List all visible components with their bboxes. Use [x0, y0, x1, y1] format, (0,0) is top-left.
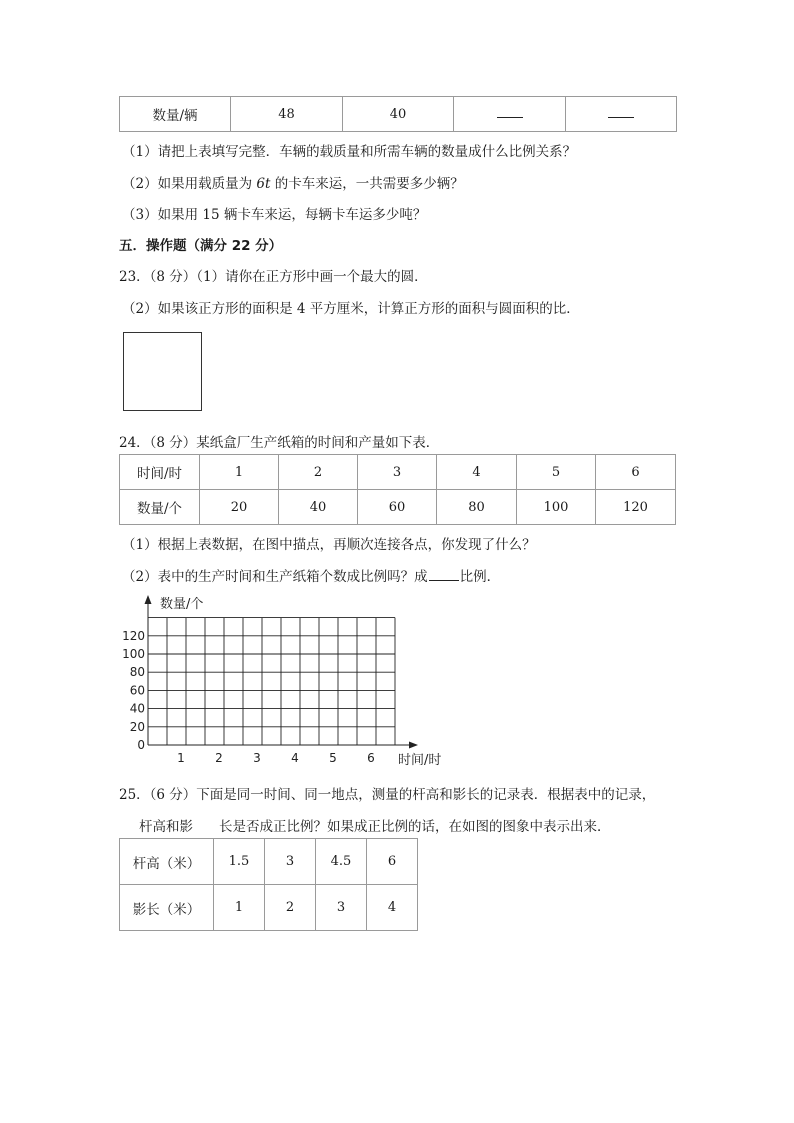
q22-part2-text: 的卡车来运，一共需要多少辆？ [270, 176, 464, 192]
y-tick-label: 120 [122, 628, 145, 643]
answer-blank[interactable] [608, 107, 634, 118]
table-cell: 4 [437, 455, 517, 490]
vehicle-table [119, 96, 677, 132]
y-tick-label: 100 [122, 647, 145, 661]
section-heading: 五．操作题（满分 22 分） [119, 238, 283, 254]
y-tick-label: 0 [137, 738, 145, 752]
y-axis-label: 数量/个 [160, 597, 204, 612]
q24-part2-text: （2）表中的生产时间和生产纸箱个数成比例吗？成 [122, 569, 428, 585]
y-tick-label: 40 [129, 701, 145, 716]
q22-variable: 6t [256, 176, 271, 192]
shadow-length-label: 影长（米） [120, 885, 214, 931]
square-drawing-area[interactable] [123, 332, 202, 411]
blank-cell [566, 97, 677, 132]
pole-shadow-table [119, 838, 418, 931]
answer-blank[interactable] [429, 568, 459, 581]
table-cell: 120 [596, 490, 676, 525]
q22-part1: （1）请把上表填写完整．车辆的载质量和所需车辆的数量成什么比例关系？ [122, 144, 577, 160]
q25-line2 [139, 815, 611, 835]
production-table [119, 454, 676, 525]
q22-part2-text: （2）如果用载质量为 [122, 176, 257, 192]
x-tick-label: 4 [291, 751, 299, 765]
time-row-label: 时间/时 [120, 455, 200, 490]
table-cell: 5 [517, 455, 596, 490]
table-cell: 4 [367, 885, 418, 931]
table-cell: 4.5 [316, 839, 367, 885]
y-tick-label: 20 [129, 719, 145, 734]
table-cell: 1 [214, 885, 265, 931]
q24-intro: 24．（8 分）某纸盒厂生产纸箱的时间和产量如下表． [119, 435, 440, 451]
q25-line2-text: 长是否成正比例？如果成正比例的话，在如图的图象中表示出来． [219, 819, 611, 835]
table-cell: 40 [279, 490, 358, 525]
y-tick-label: 80 [129, 665, 145, 680]
table-cell: 100 [517, 490, 596, 525]
table-cell: 3 [316, 885, 367, 931]
x-tick-label: 1 [177, 751, 185, 765]
vehicle-count-label: 数量/辆 [120, 97, 231, 132]
x-tick-label: 5 [329, 751, 337, 765]
q25-line1: 25．（6 分）下面是同一时间、同一地点，测量的杆高和影长的记录表．根据表中的记录， [119, 787, 656, 803]
pole-height-label: 杆高（米） [120, 839, 214, 885]
x-tick-label: 2 [215, 751, 223, 765]
table-cell: 3 [358, 455, 437, 490]
blank-cell [454, 97, 566, 132]
production-grid-chart[interactable] [110, 592, 450, 772]
q22-part3: （3）如果用 15 辆卡车来运，每辆卡车运多少吨？ [122, 207, 427, 223]
table-cell: 2 [279, 455, 358, 490]
answer-blank[interactable] [497, 107, 523, 118]
y-tick-label: 60 [129, 683, 145, 698]
x-axis-label: 时间/时 [398, 753, 442, 768]
x-tick-label: 6 [367, 751, 375, 765]
table-cell: 40 [343, 97, 454, 132]
x-axis-arrow [409, 742, 418, 749]
table-cell: 80 [437, 490, 517, 525]
quantity-row-label: 数量/个 [120, 490, 200, 525]
table-cell: 6 [367, 839, 418, 885]
table-cell: 48 [231, 97, 343, 132]
table-cell: 2 [265, 885, 316, 931]
q24-part2-text: 比例． [459, 569, 501, 585]
table-cell: 60 [358, 490, 437, 525]
table-cell: 1 [200, 455, 279, 490]
y-axis-arrow [145, 595, 152, 604]
q22-part2 [122, 172, 464, 192]
q23-line2: （2）如果该正方形的面积是 4 平方厘米，计算正方形的面积与圆面积的比． [122, 301, 580, 317]
table-cell: 1.5 [214, 839, 265, 885]
table-cell: 6 [596, 455, 676, 490]
q24-part1: （1）根据上表数据，在图中描点，再顺次连接各点，你发现了什么？ [122, 537, 536, 553]
q23-line1: 23．（8 分）（1）请你在正方形中画一个最大的圆． [119, 269, 428, 285]
q25-line2-text: 杆高和影 [139, 819, 193, 835]
table-cell: 20 [200, 490, 279, 525]
x-tick-label: 3 [253, 751, 261, 765]
table-cell: 3 [265, 839, 316, 885]
q24-part2 [122, 565, 500, 585]
